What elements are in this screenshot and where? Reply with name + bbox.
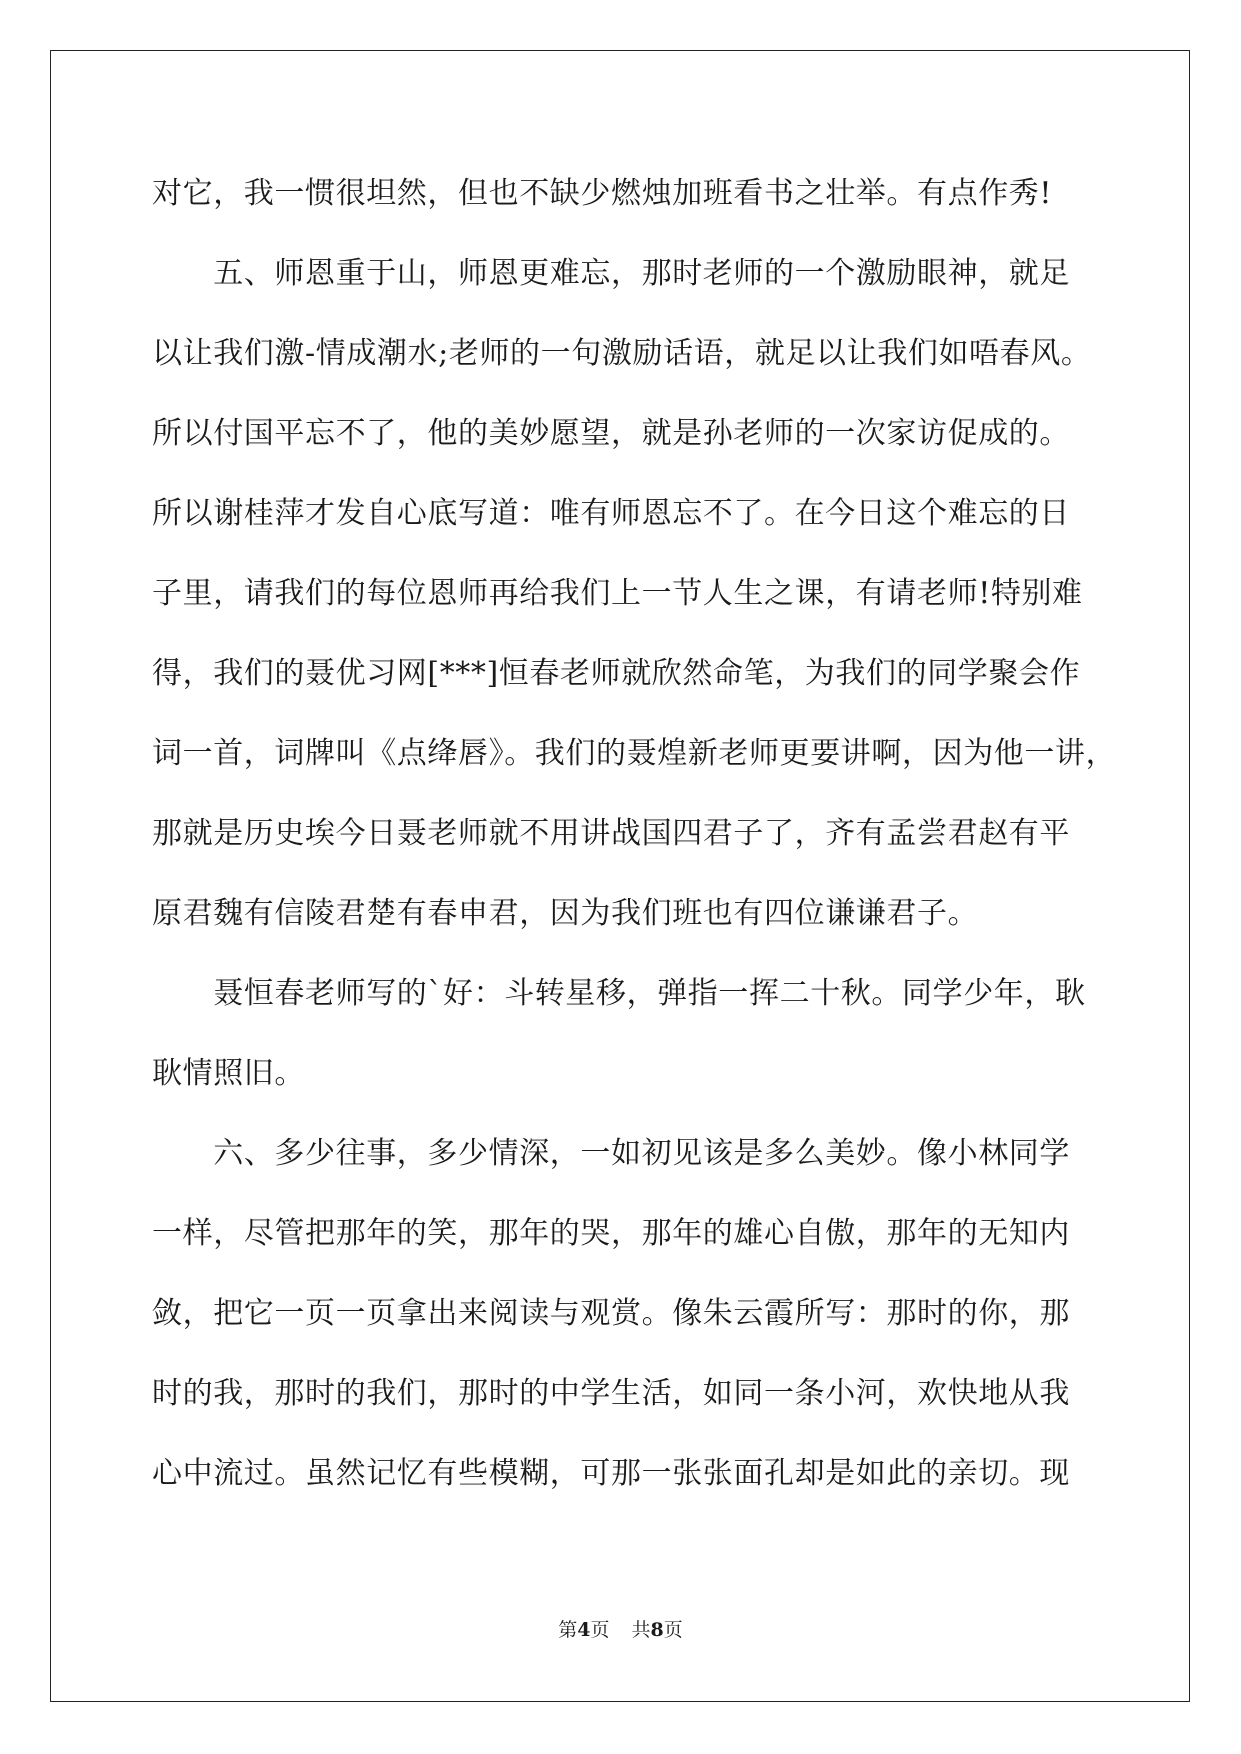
paragraph-line: 五、师恩重于山，师恩更难忘，那时老师的一个激励眼神，就足: [152, 256, 1070, 291]
page-number: [558, 1619, 609, 1641]
paragraph-line: 词一首，词牌叫《点绛唇》。我们的聂煌新老师更要讲啊，因为他一讲，: [152, 736, 1117, 771]
total-pages: 8: [650, 1619, 664, 1641]
total-unit: 页: [663, 1619, 683, 1641]
page-prefix: 第: [558, 1619, 578, 1641]
paragraph-line: 一样，尽管把那年的笑，那年的哭，那年的雄心自傲，那年的无知内: [152, 1216, 1070, 1251]
page-unit: 页: [590, 1619, 610, 1641]
total-prefix: 共: [631, 1619, 651, 1641]
current-page: 4: [577, 1619, 591, 1641]
paragraph-line: 六、多少往事，多少情深，一如初见该是多么美妙。像小林同学: [152, 1136, 1070, 1171]
paragraph-line: 耿情照旧。: [152, 1056, 305, 1091]
paragraph-line: 所以付国平忘不了，他的美妙愿望，就是孙老师的一次家访促成的。: [152, 416, 1070, 451]
paragraph-line: 以让我们激-情成潮水;老师的一句激励话语，就足以让我们如唔春风。: [152, 336, 1092, 371]
paragraph-line: 对它，我一惯很坦然，但也不缺少燃烛加班看书之壮举。有点作秀!: [152, 176, 1053, 211]
paragraph-line: 那就是历史埃今日聂老师就不用讲战国四君子了，齐有孟尝君赵有平: [152, 816, 1070, 851]
paragraph-line: 心中流过。虽然记忆有些模糊，可那一张张面孔却是如此的亲切。现: [152, 1456, 1070, 1491]
paragraph-line: 聂恒春老师写的`好：斗转星移，弹指一挥二十秋。同学少年，耿: [152, 976, 1086, 1011]
page-total: [632, 1619, 683, 1641]
page-footer: [0, 1618, 1241, 1642]
paragraph-line: 所以谢桂萍才发自心底写道：唯有师恩忘不了。在今日这个难忘的日: [152, 496, 1070, 531]
paragraph-line: 得，我们的聂优习网[***]恒春老师就欣然命笔，为我们的同学聚会作: [152, 656, 1081, 691]
paragraph-line: 敛，把它一页一页拿出来阅读与观赏。像朱云霞所写：那时的你，那: [152, 1296, 1070, 1331]
paragraph-line: 原君魏有信陵君楚有春申君，因为我们班也有四位谦谦君子。: [152, 896, 979, 931]
paragraph-line: 子里，请我们的每位恩师再给我们上一节人生之课，有请老师!特别难: [152, 576, 1083, 611]
paragraph-line: 时的我，那时的我们，那时的中学生活，如同一条小河，欢快地从我: [152, 1376, 1070, 1411]
